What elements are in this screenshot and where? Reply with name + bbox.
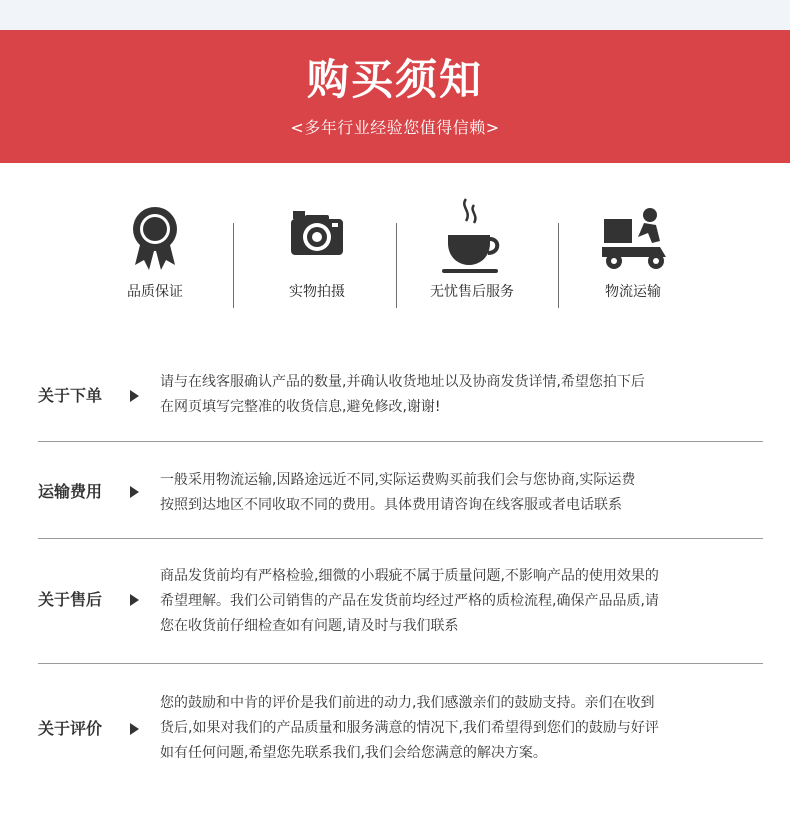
banner-subtitle: <多年行业经验您值得信赖> <box>290 118 500 137</box>
section-text: 商品发货前均有严格检验,细微的小瑕疵不属于质量问题,不影响产品的使用效果的 希望理解。我们公司销售的产品在发货前均经过严格的质检流程,确保产品品质,请 您在收货前仔细检查如有问题,请及时与我们联系 <box>160 568 659 634</box>
feature-service <box>397 195 547 310</box>
feature-label: 实物拍摄 <box>289 284 345 300</box>
section-label: 关于下单 <box>38 384 148 408</box>
divider <box>38 663 763 664</box>
feature-label: 品质保证 <box>127 284 183 300</box>
section-label: 关于售后 <box>38 588 148 612</box>
section-text: 您的鼓励和中肯的评价是我们前进的动力,我们感激亲们的鼓励支持。亲们在收到 货后,如果对我们的产品质量和服务满意的情况下,我们希望得到您们的鼓励与好评 如有任何问题,希望您先联系我们,我们会给您满意的解决方案。 <box>160 695 659 761</box>
triangle-right-icon <box>130 486 139 498</box>
banner <box>0 30 790 163</box>
section-label: 关于评价 <box>38 717 148 741</box>
triangle-right-icon <box>130 594 139 606</box>
divider <box>233 223 234 308</box>
banner-title: 购买须知 <box>306 55 483 104</box>
feature-label: 无忧售后服务 <box>430 284 514 300</box>
section-text: 一般采用物流运输,因路途远近不同,实际运费购买前我们会与您协商,实际运费 按照到达地区不同收取不同的费用。具体费用请咨询在线客服或者电话联系 <box>160 472 636 513</box>
camera-icon <box>287 203 347 275</box>
triangle-right-icon <box>130 723 139 735</box>
feature-photo <box>242 195 392 310</box>
delivery-scooter-icon <box>600 203 670 275</box>
feature-quality <box>80 195 230 310</box>
award-ribbon-icon <box>125 203 185 275</box>
coffee-cup-icon <box>442 197 502 277</box>
feature-row <box>0 195 790 315</box>
top-strip <box>0 0 790 30</box>
section-text: 请与在线客服确认产品的数量,并确认收货地址以及协商发货详情,希望您拍下后 在网页填写完整准的收货信息,避免修改,谢谢! <box>160 374 645 415</box>
divider <box>38 538 763 539</box>
section-label: 运输费用 <box>38 480 148 504</box>
feature-logistics <box>558 195 708 310</box>
divider <box>38 441 763 442</box>
triangle-right-icon <box>130 390 139 402</box>
feature-label: 物流运输 <box>605 284 661 300</box>
